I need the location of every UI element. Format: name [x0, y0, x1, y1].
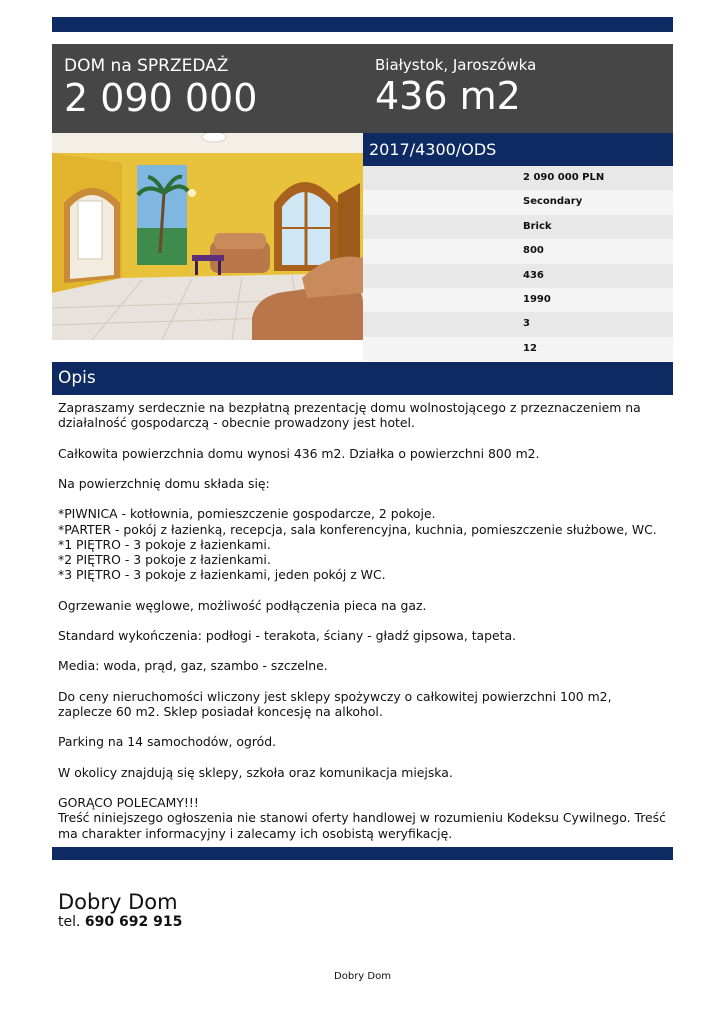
property-price: 2 090 000	[64, 76, 258, 120]
parameters-table	[363, 166, 673, 361]
top-divider-bar	[52, 17, 673, 32]
agency-contact	[58, 890, 182, 931]
desc-paragraph: Standard wykończenia: podłogi - terakota, ściany - gładź gipsowa, tapeta.	[58, 627, 517, 643]
description-text	[58, 400, 668, 841]
property-type: DOM na SPRZEDAŻ	[64, 56, 229, 76]
property-area: 436 m2	[375, 74, 521, 118]
page-footer: Dobry Dom	[334, 971, 391, 982]
description-title-bar: Opis	[52, 362, 673, 395]
param-row-floors: 3	[363, 312, 673, 336]
interior-photo-illustration	[52, 133, 363, 340]
reference-number-bar: 2017/4300/ODS	[363, 133, 673, 166]
desc-paragraph: Ogrzewanie węglowe, możliwość podłączenia pieca na gaz.	[58, 597, 427, 613]
desc-paragraph: W okolicy znajdują się sklepy, szkoła oraz komunikacja miejska.	[58, 764, 453, 780]
listing-header	[52, 44, 673, 133]
bottom-divider-bar	[52, 847, 673, 860]
param-row-material: Brick	[363, 215, 673, 239]
property-location: Białystok, Jaroszówka	[375, 56, 537, 74]
param-row-area: 436	[363, 264, 673, 288]
desc-paragraph: Parking na 14 samochodów, ogród.	[58, 734, 277, 750]
param-row-rooms: 12	[363, 337, 673, 361]
param-row-plot-area: 800	[363, 239, 673, 263]
desc-paragraph: Do ceny nieruchomości wliczony jest sklepy spożywczy o całkowitej powierzchni 100 m2, zaplecze 60 m2. Sklep posiadał koncesję na alkohol.	[58, 688, 612, 719]
param-row-price: 2 090 000 PLN	[363, 166, 673, 190]
desc-paragraph: Całkowita powierzchnia domu wynosi 436 m2. Działka o powierzchni 800 m2.	[58, 445, 540, 461]
desc-paragraph: *PIWNICA - kotłownia, pomieszczenie gospodarcze, 2 pokoje. *PARTER - pokój z łazienką, recepcja, sala konferencyjna, kuchnia, pomieszczenie służbowe, WC. *1 PIĘTRO - 3 pokoje z łazienkami. *2 PIĘTRO - 3 pokoje z łazienkami. *3 PIĘTRO - 3 pokoje z łazienkami, jeden pokój z WC.	[58, 506, 657, 583]
desc-paragraph: Media: woda, prąd, gaz, szambo - szczelne.	[58, 658, 328, 674]
param-row-market: Secondary	[363, 190, 673, 214]
phone-label: tel.	[58, 914, 81, 930]
agency-phone	[58, 914, 182, 931]
header-right	[375, 56, 536, 118]
desc-paragraph: GORĄCO POLECAMY!!! Treść niniejszego ogłoszenia nie stanowi oferty handlowej w rozumieniu Kodeksu Cywilnego. Treść ma charakter informacyjny i zalecamy ich osobistą weryfikację.	[58, 795, 666, 841]
property-photo	[52, 133, 363, 340]
desc-paragraph: Na powierzchnię domu składa się:	[58, 475, 270, 491]
desc-paragraph: Zapraszamy serdecznie na bezpłatną prezentację domu wolnostojącego z przeznaczeniem na działalność gospodarczą - obecnie prowadzony jest hotel.	[58, 400, 641, 431]
agency-name: Dobry Dom	[58, 890, 178, 914]
header-left	[64, 56, 257, 120]
param-row-year: 1990	[363, 288, 673, 312]
phone-number[interactable]: 690 692 915	[84, 914, 183, 930]
